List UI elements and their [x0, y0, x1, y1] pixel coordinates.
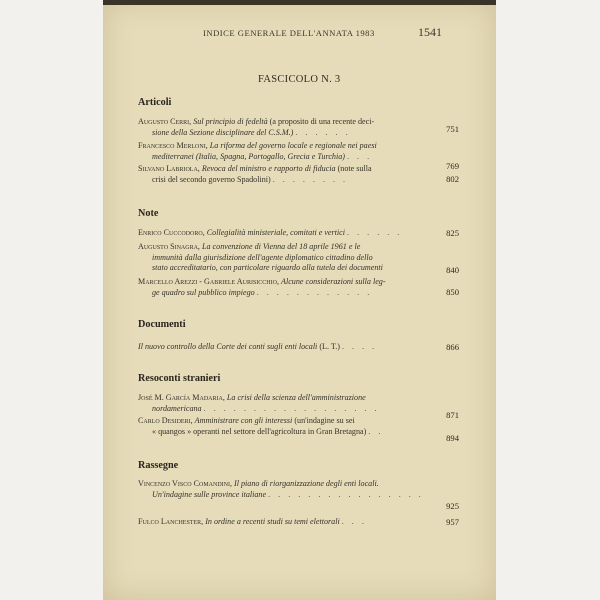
dot-leader: . . . [341, 517, 367, 526]
page-number: 1541 [418, 25, 442, 39]
dot-leader: . . [368, 426, 384, 436]
entry-line [138, 141, 452, 152]
entry-line [138, 242, 452, 253]
entry-line [138, 490, 452, 501]
entry-author: Enrico Cuccodoro, [138, 228, 205, 237]
entry-page-number: 825 [446, 228, 459, 238]
entry-title: La crisi della scienza dell'amministrazione [226, 393, 366, 402]
entry-text: crisi del secondo governo Spadolini) [152, 174, 271, 184]
toc-entry [138, 117, 459, 138]
entry-title: immunità dalla giurisdizione dell'agente diplomatico cittadino dello [152, 252, 373, 262]
dot-leader: . . . . . . . . . . . . . . . . . . [203, 403, 380, 413]
entry-title: La convenzione di Vienna del 18 aprile 1961 e le [201, 242, 361, 251]
entry-line [138, 228, 452, 239]
toc-entry [138, 277, 459, 298]
entry-line [138, 277, 452, 288]
entry-text: (un'indagine su sei [294, 416, 355, 425]
dot-leader: . . . . . . . . . . . . [256, 287, 373, 297]
toc-entry [138, 517, 459, 528]
entry-title: nordamericana [152, 403, 202, 413]
entry-page-number: 840 [446, 265, 459, 275]
entry-author: Silvano Labriola, [138, 164, 200, 173]
issue-title: FASCICOLO N. 3 [258, 74, 341, 85]
entry-title: Collegialità ministeriale, comitati e vertici [206, 228, 346, 237]
entry-line [138, 152, 452, 163]
dot-leader: . . . . . . [347, 228, 403, 237]
entry-line [138, 117, 452, 128]
entry-text: « quangos » operanti nel settore dell'agricoltura in Gran Bretagna) [152, 426, 367, 436]
entry-title: Sul principio di fedeltà [193, 117, 268, 126]
dot-leader: . . . . [341, 342, 378, 351]
entry-line [138, 393, 452, 404]
toc-entry [138, 228, 459, 239]
toc-entry [138, 416, 459, 443]
entry-title: Il piano di riorganizzazione degli enti locali. [234, 479, 379, 488]
running-head: INDICE GENERALE DELL'ANNATA 1983 [203, 28, 375, 38]
entry-title: In ordine a recenti studi su temi elettorali [205, 517, 340, 526]
entry-title: Revoca del ministro e rapporto di fiducia [201, 164, 336, 173]
page-top-edge [103, 0, 496, 5]
entry-line [138, 175, 452, 186]
entry-page-number: 871 [446, 410, 459, 420]
section-heading: Documenti [138, 319, 186, 330]
toc-entry [138, 393, 459, 420]
entry-title: La riforma del governo locale e regionale nei paesi [209, 141, 377, 150]
entry-author: Vincenzo Visco Comandini, [138, 479, 233, 488]
entry-line [138, 128, 452, 139]
dot-leader: . . . [346, 151, 373, 161]
entry-line [138, 517, 452, 528]
entry-line [138, 416, 452, 427]
dot-leader: . . . . . . . . [272, 174, 349, 184]
entry-line [138, 253, 452, 264]
entry-title: Alcune considerazioni sulla leg- [281, 277, 386, 286]
entry-line [138, 479, 452, 490]
entry-line [138, 288, 452, 299]
dot-leader: . . . . . . [295, 127, 351, 137]
entry-page-number: 925 [446, 501, 459, 511]
toc-entry [138, 479, 459, 511]
entry-author: Carlo Desideri, [138, 416, 193, 425]
entry-page-number: 850 [446, 287, 459, 297]
entry-author: Marcello Arezzi - Gabriele Aurisicchio, [138, 277, 279, 286]
entry-line [138, 342, 452, 353]
entry-title: mediterranei (Italia, Spagna, Portogallo, Grecia e Turchia) [152, 151, 345, 161]
entry-title: Un'indagine sulle province italiane [152, 489, 267, 499]
entry-title: stato accreditatario, con particolare riguardo alla tutela dei documenti [152, 263, 383, 273]
section-heading: Articoli [138, 97, 172, 108]
entry-author: José M. García Madaria, [138, 393, 225, 402]
document-page [103, 0, 496, 600]
entry-author: Augusto Cerri, [138, 117, 192, 126]
entry-page-number: 751 [446, 124, 459, 134]
section-heading: Rassegne [138, 460, 179, 471]
entry-line [138, 164, 452, 175]
entry-page-number: 866 [446, 342, 459, 352]
toc-entry [138, 242, 459, 275]
entry-title: Il nuovo controllo della Corte dei conti sugli enti locali [138, 342, 318, 351]
entry-text: (note sulla [337, 164, 372, 173]
entry-page-number: 769 [446, 161, 459, 171]
entry-title: ge quadro sul pubblico impiego [152, 287, 255, 297]
entry-author: Francesco Merloni, [138, 141, 208, 150]
entry-author: Fulco Lanchester, [138, 517, 204, 526]
entry-title: Amministrare con gli interessi [194, 416, 293, 425]
entry-text: (a proposito di una recente deci- [269, 117, 375, 126]
entry-line [138, 263, 452, 274]
entry-page-number: 802 [446, 174, 459, 184]
dot-leader: . . . . . . . . . . . . . . . . [268, 489, 424, 499]
toc-entry [138, 342, 459, 353]
entry-author: Augusto Sinagra, [138, 242, 200, 251]
entry-page-number: 894 [446, 433, 459, 443]
entry-title: sione della Sezione disciplinare del C.S.M.) [152, 127, 294, 137]
entry-line [138, 404, 452, 415]
section-heading: Note [138, 208, 159, 219]
entry-line [138, 427, 452, 438]
entry-text: (L. T.) [319, 342, 340, 351]
section-heading: Resoconti stranieri [138, 373, 221, 384]
entry-page-number: 957 [446, 517, 459, 527]
